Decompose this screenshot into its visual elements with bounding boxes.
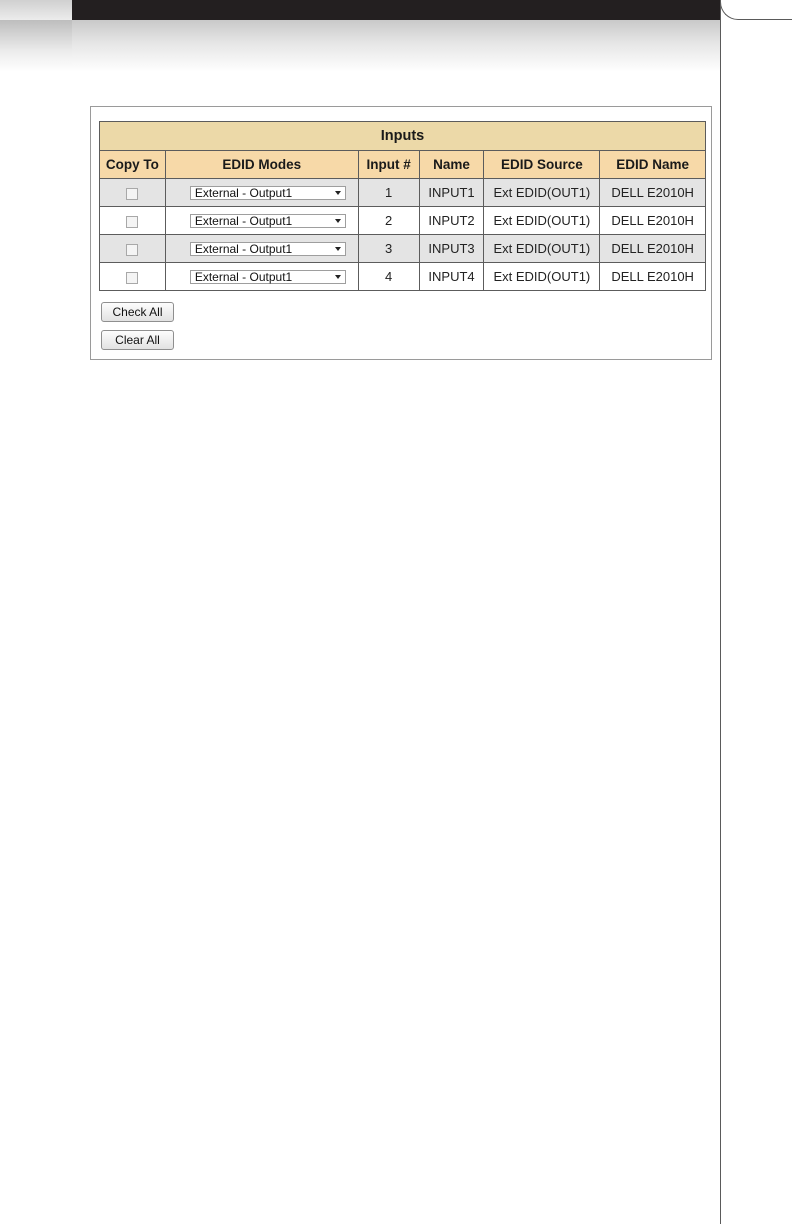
copy-to-cell [100,235,166,263]
header-tab [0,0,72,20]
chevron-down-icon [335,247,341,251]
table-title: Inputs [100,122,706,151]
column-header-input-number: Input # [358,151,419,179]
table-row [100,263,706,291]
edid-name-cell: DELL E2010H [600,235,706,263]
page-edge-rule [720,0,721,1224]
edid-mode-select[interactable] [190,270,346,284]
column-header-copy-to: Copy To [100,151,166,179]
edid-mode-select[interactable] [190,186,346,200]
chevron-down-icon [335,191,341,195]
input-name-cell: INPUT2 [419,207,484,235]
edid-mode-cell [165,263,358,291]
edid-mode-select[interactable] [190,242,346,256]
edid-mode-value: External - Output1 [194,214,293,229]
edid-mode-cell [165,207,358,235]
input-number-cell: 1 [358,179,419,207]
chevron-down-icon [335,219,341,223]
copy-to-cell [100,207,166,235]
table-row [100,207,706,235]
copy-to-checkbox[interactable] [126,188,138,200]
column-header-edid-source: EDID Source [484,151,600,179]
clear-all-button[interactable]: Clear All [101,330,174,350]
edid-mode-cell [165,179,358,207]
copy-to-cell [100,263,166,291]
edid-source-cell: Ext EDID(OUT1) [484,263,600,291]
input-number-cell: 3 [358,235,419,263]
edid-name-cell: DELL E2010H [600,263,706,291]
input-number-cell: 2 [358,207,419,235]
page-corner-curve [720,0,792,20]
copy-to-checkbox[interactable] [126,272,138,284]
edid-mode-cell [165,235,358,263]
inputs-panel [90,106,712,360]
edid-mode-value: External - Output1 [194,186,293,201]
edid-name-cell: DELL E2010H [600,207,706,235]
edid-mode-value: External - Output1 [194,270,293,285]
edid-source-cell: Ext EDID(OUT1) [484,235,600,263]
inputs-table [99,121,706,291]
copy-to-checkbox[interactable] [126,244,138,256]
input-name-cell: INPUT3 [419,235,484,263]
input-name-cell: INPUT4 [419,263,484,291]
check-all-button[interactable]: Check All [101,302,174,322]
edid-source-cell: Ext EDID(OUT1) [484,207,600,235]
column-header-name: Name [419,151,484,179]
table-row [100,235,706,263]
page-header-bar [72,0,720,20]
edid-name-cell: DELL E2010H [600,179,706,207]
copy-to-checkbox[interactable] [126,216,138,228]
edid-mode-select[interactable] [190,214,346,228]
column-header-edid-modes: EDID Modes [165,151,358,179]
edid-source-cell: Ext EDID(OUT1) [484,179,600,207]
column-header-edid-name: EDID Name [600,151,706,179]
copy-to-cell [100,179,166,207]
chevron-down-icon [335,275,341,279]
input-number-cell: 4 [358,263,419,291]
input-name-cell: INPUT1 [419,179,484,207]
page-header-gradient [0,20,720,72]
table-row [100,179,706,207]
edid-mode-value: External - Output1 [194,242,293,257]
